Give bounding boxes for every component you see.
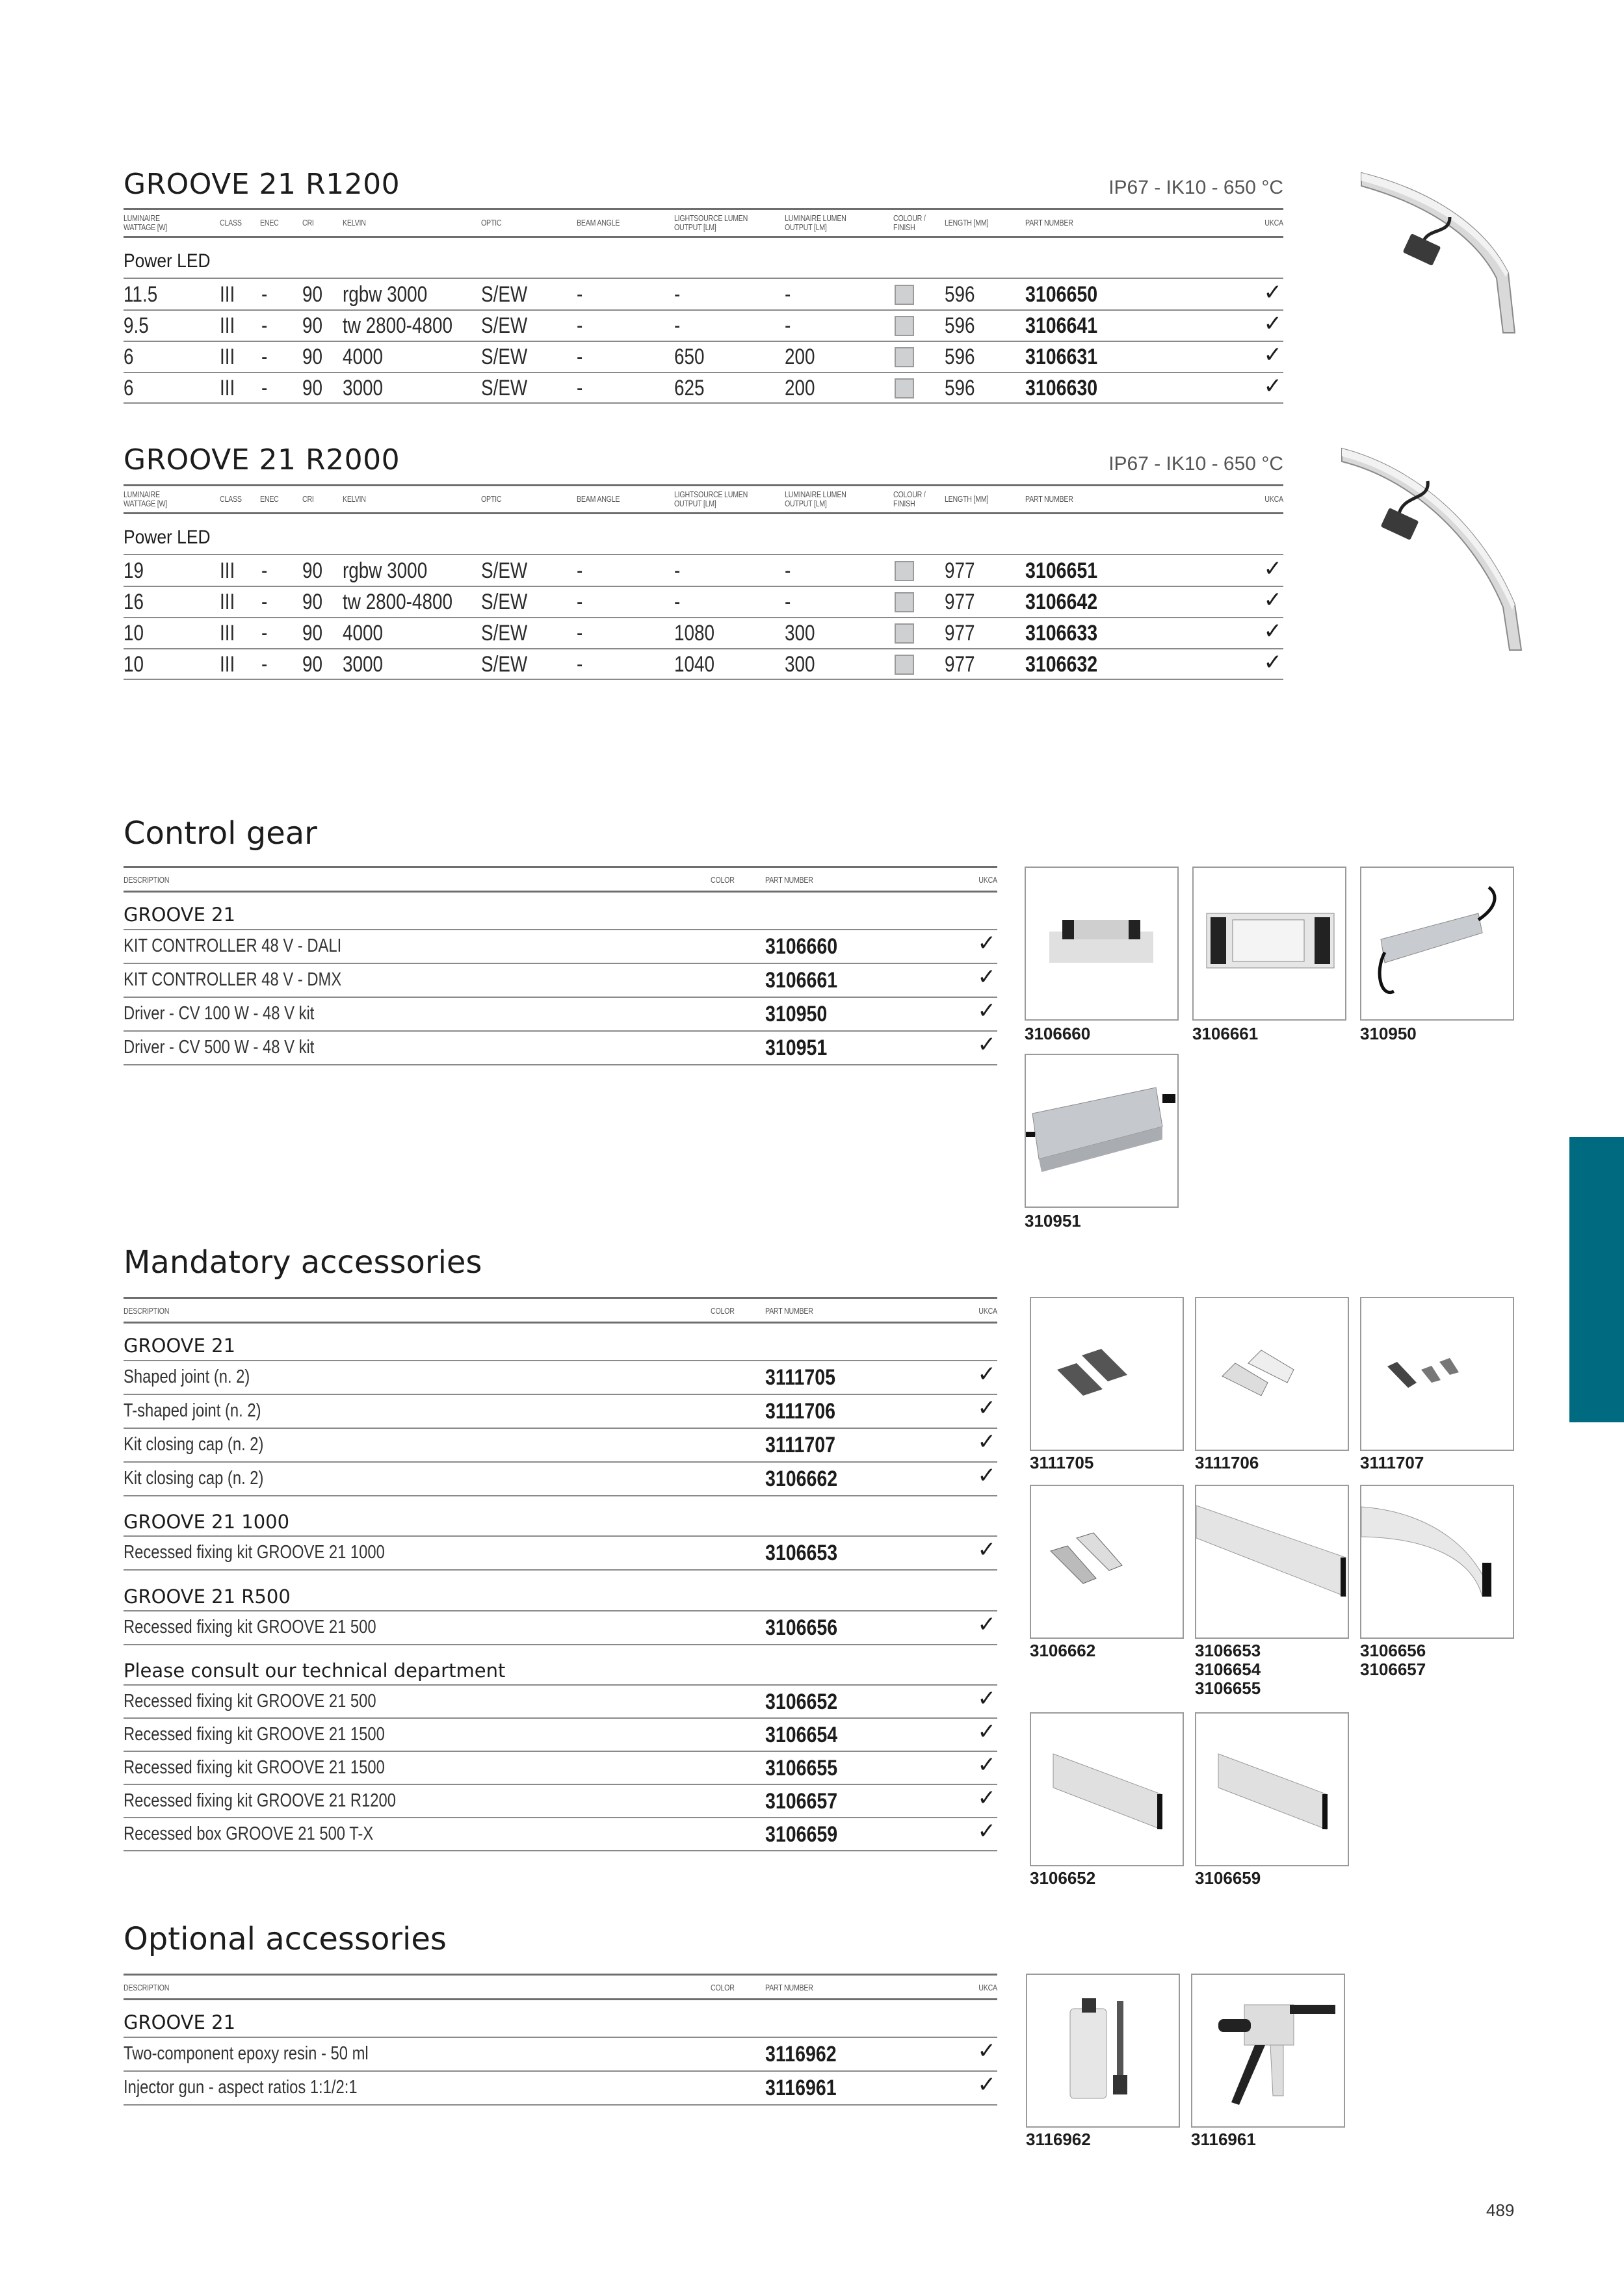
ukca-check-icon: ✓ — [977, 1429, 996, 1455]
ukca-check-icon: ✓ — [977, 2038, 996, 2064]
beam-angle: - — [577, 313, 583, 338]
col-header-ukca: UKCA — [1264, 494, 1283, 504]
kelvin: 3000 — [343, 652, 384, 677]
divider — [124, 1998, 997, 2000]
part-number[interactable]: 3116962 — [765, 2042, 837, 2067]
col-header-optic: OPTIC — [481, 218, 502, 228]
ukca-check-icon: ✓ — [1263, 280, 1282, 306]
description: Recessed fixing kit GROOVE 21 1500 — [124, 1724, 385, 1745]
cri: 90 — [302, 621, 323, 646]
part-number[interactable]: 3111706 — [765, 1399, 836, 1424]
colour-swatch — [895, 285, 914, 305]
image-caption: 310951 — [1025, 1211, 1081, 1231]
recessed-box-image — [1195, 1712, 1349, 1866]
mandatory-accessories-table — [124, 1297, 997, 1856]
col-header-lightsource-lumen: LIGHTSOURCE LUMEN OUTPUT [LM] — [674, 213, 748, 232]
beam-angle: - — [577, 621, 583, 646]
beam-angle: - — [577, 282, 583, 307]
part-number[interactable]: 3106650 — [1025, 282, 1098, 307]
description: T-shaped joint (n. 2) — [124, 1400, 261, 1421]
ukca-check-icon: ✓ — [977, 1537, 996, 1563]
part-number[interactable]: 3106662 — [765, 1467, 838, 1491]
t-joint-image — [1195, 1297, 1349, 1451]
table-row — [124, 1030, 997, 1064]
enec: - — [261, 313, 268, 338]
ukca-check-icon: ✓ — [1263, 618, 1282, 644]
part-number[interactable]: 3106642 — [1025, 590, 1098, 614]
section-title-optional-accessories: Optional accessories — [124, 1921, 447, 1957]
page-number: 489 — [1486, 2200, 1515, 2220]
colour-swatch — [895, 623, 914, 644]
part-number[interactable]: 3106630 — [1025, 376, 1098, 400]
divider — [124, 1644, 997, 1645]
length: 596 — [945, 282, 975, 307]
colour-swatch — [895, 561, 914, 581]
divider — [124, 1569, 997, 1571]
image-caption: 3106660 — [1025, 1024, 1091, 1043]
cri: 90 — [302, 376, 323, 400]
table-row — [124, 1751, 997, 1784]
cri: 90 — [302, 590, 323, 614]
ukca-check-icon: ✓ — [977, 1686, 996, 1712]
part-number[interactable]: 3106641 — [1025, 313, 1098, 338]
closing-cap-kit-image — [1030, 1485, 1184, 1639]
optic: S/EW — [481, 652, 528, 677]
divider — [124, 236, 1283, 238]
luminaire-lumen: 300 — [785, 652, 815, 677]
colour-swatch — [895, 378, 914, 398]
length: 977 — [945, 621, 975, 646]
col-header-part-number: PART NUMBER — [1025, 494, 1073, 504]
section-title-mandatory-accessories: Mandatory accessories — [124, 1244, 482, 1281]
optic: S/EW — [481, 313, 528, 338]
col-header-length: LENGTH [MM] — [945, 218, 989, 228]
ukca-check-icon: ✓ — [977, 1818, 996, 1844]
lightsource-lumen: 650 — [674, 345, 705, 369]
kelvin: tw 2800-4800 — [343, 313, 452, 338]
part-number[interactable]: 3106653 — [765, 1541, 838, 1565]
wattage: 10 — [124, 621, 144, 646]
table-row — [124, 586, 1283, 617]
optic: S/EW — [481, 621, 528, 646]
ukca-check-icon: ✓ — [1263, 587, 1282, 613]
col-header-luminaire-lumen: LUMINAIRE LUMEN OUTPUT [LM] — [785, 213, 846, 232]
col-header-wattage: LUMINAIRE WATTAGE [W] — [124, 213, 167, 232]
divider — [124, 1322, 997, 1324]
table-row — [124, 648, 1283, 679]
ukca-check-icon: ✓ — [1263, 342, 1282, 368]
col-header-ukca: UKCA — [978, 1306, 997, 1316]
col-header-color: COLOR — [711, 1306, 735, 1316]
table-row — [124, 341, 1283, 372]
luminaire-lumen: 200 — [785, 345, 815, 369]
luminaire-lumen: - — [785, 558, 791, 583]
image-caption: 3111706 — [1195, 1453, 1259, 1472]
cri: 90 — [302, 345, 323, 369]
part-number[interactable]: 3106651 — [1025, 558, 1098, 583]
part-number[interactable]: 3106661 — [765, 968, 838, 993]
class: III — [220, 345, 235, 369]
cri: 90 — [302, 282, 323, 307]
col-header-wattage: LUMINAIRE WATTAGE [W] — [124, 489, 167, 508]
col-header-colour-finish: COLOUR / FINISH — [893, 213, 926, 232]
wattage: 9.5 — [124, 313, 149, 338]
table-row — [124, 929, 997, 963]
dali-controller-image — [1025, 867, 1179, 1021]
lightsource-lumen: 1040 — [674, 652, 715, 677]
group-label: GROOVE 21 — [124, 1335, 236, 1357]
image-caption: 3106661 — [1192, 1024, 1259, 1043]
lightsource-lumen: - — [674, 282, 681, 307]
divider — [124, 1297, 997, 1299]
col-header-cri: CRI — [302, 218, 314, 228]
luminaire-r1200-image — [1352, 163, 1547, 338]
driver-500w-image — [1025, 1054, 1179, 1208]
ukca-check-icon: ✓ — [977, 1463, 996, 1489]
part-number[interactable]: 3106654 — [765, 1723, 838, 1747]
enec: - — [261, 558, 268, 583]
group-label: GROOVE 21 1000 — [124, 1511, 290, 1533]
description: KIT CONTROLLER 48 V - DALI — [124, 935, 342, 956]
dmx-controller-image — [1192, 867, 1346, 1021]
description: Driver - CV 500 W - 48 V kit — [124, 1037, 315, 1058]
driver-100w-image — [1360, 867, 1514, 1021]
col-header-description: DESCRIPTION — [124, 875, 170, 885]
wattage: 6 — [124, 345, 134, 369]
colour-swatch — [895, 592, 914, 612]
luminaire-lumen: 300 — [785, 621, 815, 646]
cri: 90 — [302, 652, 323, 677]
ukca-check-icon: ✓ — [977, 2072, 996, 2098]
ukca-check-icon: ✓ — [977, 1719, 996, 1745]
col-header-class: CLASS — [220, 218, 242, 228]
lightsource-lumen: - — [674, 558, 681, 583]
col-header-description: DESCRIPTION — [124, 1306, 170, 1316]
class: III — [220, 376, 235, 400]
luminaire-r2000-image — [1339, 345, 1547, 663]
kelvin: rgbw 3000 — [343, 282, 428, 307]
ukca-check-icon: ✓ — [977, 1032, 996, 1058]
description: Driver - CV 100 W - 48 V kit — [124, 1003, 315, 1024]
table-row — [124, 1428, 997, 1461]
table-row — [124, 1610, 997, 1644]
col-header-beam-angle: BEAM ANGLE — [577, 218, 620, 228]
table-row — [124, 2070, 997, 2104]
col-header-cri: CRI — [302, 494, 314, 504]
kelvin: 4000 — [343, 621, 384, 646]
part-number[interactable]: 3111707 — [765, 1433, 836, 1457]
table-row — [124, 1394, 997, 1428]
table-row — [124, 554, 1283, 586]
part-number[interactable]: 310950 — [765, 1002, 828, 1026]
kelvin: rgbw 3000 — [343, 558, 428, 583]
description: Recessed box GROOVE 21 500 T-X — [124, 1823, 374, 1844]
image-caption: 3106652 — [1030, 1868, 1096, 1888]
beam-angle: - — [577, 652, 583, 677]
class: III — [220, 652, 235, 677]
part-number[interactable]: 3106660 — [765, 934, 838, 959]
length: 977 — [945, 652, 975, 677]
enec: - — [261, 652, 268, 677]
ukca-check-icon: ✓ — [977, 930, 996, 956]
description: Recessed fixing kit GROOVE 21 R1200 — [124, 1790, 396, 1811]
spec-table-r2000 — [124, 484, 1283, 679]
description: Shaped joint (n. 2) — [124, 1366, 250, 1387]
col-header-color: COLOR — [711, 1983, 735, 1992]
part-number[interactable]: 3106632 — [1025, 652, 1098, 677]
col-header-color: COLOR — [711, 875, 735, 885]
description: Kit closing cap (n. 2) — [124, 1468, 264, 1489]
description: Kit closing cap (n. 2) — [124, 1434, 264, 1455]
col-header-luminaire-lumen: LUMINAIRE LUMEN OUTPUT [LM] — [785, 489, 846, 508]
ukca-check-icon: ✓ — [1263, 311, 1282, 337]
divider — [124, 208, 1283, 210]
description: Recessed fixing kit GROOVE 21 1500 — [124, 1757, 385, 1778]
beam-angle: - — [577, 376, 583, 400]
image-caption: 3106662 — [1030, 1641, 1096, 1660]
optic: S/EW — [481, 376, 528, 400]
class: III — [220, 313, 235, 338]
table-row — [124, 1535, 997, 1569]
beam-angle: - — [577, 345, 583, 369]
colour-swatch — [895, 347, 914, 367]
optic: S/EW — [481, 590, 528, 614]
kelvin: tw 2800-4800 — [343, 590, 452, 614]
optic: S/EW — [481, 282, 528, 307]
part-number[interactable]: 3106655 — [765, 1756, 838, 1781]
table-row — [124, 278, 1283, 309]
table-row — [124, 309, 1283, 341]
col-header-enec: ENEC — [260, 494, 279, 504]
ukca-check-icon: ✓ — [977, 964, 996, 990]
group-label: Power LED — [124, 527, 211, 548]
ukca-check-icon: ✓ — [977, 1361, 996, 1387]
lightsource-lumen: 625 — [674, 376, 705, 400]
luminaire-lumen: - — [785, 590, 791, 614]
group-label: GROOVE 21 — [124, 2011, 236, 2033]
cri: 90 — [302, 313, 323, 338]
enec: - — [261, 282, 268, 307]
col-header-length: LENGTH [MM] — [945, 494, 989, 504]
description: Injector gun - aspect ratios 1:1/2:1 — [124, 2077, 358, 2098]
straight-fixing-kit-image — [1195, 1485, 1349, 1639]
part-number[interactable]: 3111705 — [765, 1365, 836, 1390]
class: III — [220, 282, 235, 307]
enec: - — [261, 590, 268, 614]
description: Recessed fixing kit GROOVE 21 500 — [124, 1691, 376, 1712]
colour-swatch — [895, 316, 914, 336]
col-header-lightsource-lumen: LIGHTSOURCE LUMEN OUTPUT [LM] — [674, 489, 748, 508]
part-number[interactable]: 310951 — [765, 1036, 828, 1060]
col-header-colour-finish: COLOUR / FINISH — [893, 489, 926, 508]
divider — [124, 512, 1283, 514]
description: Recessed fixing kit GROOVE 21 500 — [124, 1617, 376, 1637]
part-number[interactable]: 3116961 — [765, 2076, 837, 2100]
part-number[interactable]: 3106652 — [765, 1689, 838, 1714]
divider — [124, 1974, 997, 1976]
col-header-description: DESCRIPTION — [124, 1983, 170, 1992]
col-header-kelvin: KELVIN — [343, 494, 366, 504]
part-number[interactable]: 3106631 — [1025, 345, 1098, 369]
table-row — [124, 1717, 997, 1751]
image-caption: 3106653 3106654 3106655 — [1195, 1641, 1261, 1698]
class: III — [220, 590, 235, 614]
ip-rating-r2000: IP67 - IK10 - 650 °C — [1108, 453, 1283, 475]
kelvin: 4000 — [343, 345, 384, 369]
closing-cap-image — [1360, 1297, 1514, 1451]
image-caption: 3106659 — [1195, 1868, 1261, 1888]
class: III — [220, 621, 235, 646]
ukca-check-icon: ✓ — [1263, 373, 1282, 399]
table-row — [124, 1784, 997, 1818]
lightsource-lumen: 1080 — [674, 621, 715, 646]
chapter-side-tab — [1569, 1137, 1624, 1422]
table-row — [124, 617, 1283, 648]
length: 977 — [945, 590, 975, 614]
part-number[interactable]: 3106656 — [765, 1615, 838, 1640]
group-label: Power LED — [124, 250, 211, 272]
length: 596 — [945, 313, 975, 338]
luminaire-lumen: 200 — [785, 376, 815, 400]
description: Recessed fixing kit GROOVE 21 1000 — [124, 1542, 385, 1563]
divider — [124, 1495, 997, 1496]
table-row — [124, 997, 997, 1030]
wattage: 11.5 — [124, 282, 158, 307]
table-row — [124, 1817, 997, 1851]
ukca-check-icon: ✓ — [977, 1785, 996, 1811]
image-caption: 3116961 — [1191, 2130, 1256, 2149]
description: Two-component epoxy resin - 50 ml — [124, 2043, 369, 2064]
table-row — [124, 1684, 997, 1718]
shaped-joint-image — [1030, 1297, 1184, 1451]
ip-rating-r1200: IP67 - IK10 - 650 °C — [1108, 177, 1283, 198]
control-gear-table — [124, 866, 997, 1067]
table-row — [124, 372, 1283, 403]
optional-accessories-table — [124, 1974, 997, 2110]
section-title-control-gear: Control gear — [124, 815, 317, 852]
part-number[interactable]: 3106659 — [765, 1822, 838, 1847]
part-number[interactable]: 3106633 — [1025, 621, 1098, 646]
col-header-part-number: PART NUMBER — [765, 1306, 813, 1316]
group-label: GROOVE 21 R500 — [124, 1585, 291, 1608]
table-row — [124, 2037, 997, 2070]
divider — [124, 866, 997, 868]
image-caption: 3111705 — [1030, 1453, 1094, 1472]
epoxy-resin-image — [1026, 1974, 1180, 2128]
wattage: 16 — [124, 590, 144, 614]
wattage: 19 — [124, 558, 144, 583]
ukca-check-icon: ✓ — [977, 1752, 996, 1778]
product-title-r1200: GROOVE 21 R1200 — [124, 168, 400, 201]
col-header-beam-angle: BEAM ANGLE — [577, 494, 620, 504]
col-header-class: CLASS — [220, 494, 242, 504]
col-header-optic: OPTIC — [481, 494, 502, 504]
ukca-check-icon: ✓ — [977, 1395, 996, 1421]
length: 977 — [945, 558, 975, 583]
wattage: 6 — [124, 376, 134, 400]
lightsource-lumen: - — [674, 590, 681, 614]
ukca-check-icon: ✓ — [977, 998, 996, 1024]
part-number[interactable]: 3106657 — [765, 1789, 838, 1814]
group-label: GROOVE 21 — [124, 904, 236, 926]
wattage: 10 — [124, 652, 144, 677]
col-header-ukca: UKCA — [1264, 218, 1283, 228]
image-caption: 3111707 — [1360, 1453, 1424, 1472]
class: III — [220, 558, 235, 583]
table-row — [124, 1461, 997, 1495]
enec: - — [261, 621, 268, 646]
length: 596 — [945, 376, 975, 400]
divider — [124, 2104, 997, 2106]
divider — [124, 891, 997, 893]
col-header-part-number: PART NUMBER — [765, 875, 813, 885]
beam-angle: - — [577, 590, 583, 614]
injector-gun-image — [1191, 1974, 1345, 2128]
col-header-part-number: PART NUMBER — [1025, 218, 1073, 228]
ukca-check-icon: ✓ — [1263, 556, 1282, 582]
ukca-check-icon: ✓ — [1263, 649, 1282, 675]
divider — [124, 484, 1283, 486]
cri: 90 — [302, 558, 323, 583]
divider — [124, 1064, 997, 1065]
ukca-check-icon: ✓ — [977, 1611, 996, 1637]
kelvin: 3000 — [343, 376, 384, 400]
optic: S/EW — [481, 558, 528, 583]
col-header-ukca: UKCA — [978, 875, 997, 885]
table-row — [124, 1360, 997, 1394]
description: KIT CONTROLLER 48 V - DMX — [124, 969, 342, 990]
col-header-kelvin: KELVIN — [343, 218, 366, 228]
luminaire-lumen: - — [785, 282, 791, 307]
image-caption: 3106656 3106657 — [1360, 1641, 1426, 1679]
enec: - — [261, 376, 268, 400]
divider — [124, 402, 1283, 404]
image-caption: 310950 — [1360, 1024, 1417, 1043]
luminaire-lumen: - — [785, 313, 791, 338]
divider — [124, 1850, 997, 1851]
col-header-ukca: UKCA — [978, 1983, 997, 1992]
enec: - — [261, 345, 268, 369]
image-caption: 3116962 — [1026, 2130, 1091, 2149]
lightsource-lumen: - — [674, 313, 681, 338]
recessed-kit-500-image — [1030, 1712, 1184, 1866]
table-row — [124, 963, 997, 997]
colour-swatch — [895, 655, 914, 675]
curved-fixing-kit-image — [1360, 1485, 1514, 1639]
col-header-part-number: PART NUMBER — [765, 1983, 813, 1992]
product-title-r2000: GROOVE 21 R2000 — [124, 443, 400, 476]
optic: S/EW — [481, 345, 528, 369]
divider — [124, 679, 1283, 680]
group-label: Please consult our technical department — [124, 1660, 506, 1682]
col-header-enec: ENEC — [260, 218, 279, 228]
length: 596 — [945, 345, 975, 369]
beam-angle: - — [577, 558, 583, 583]
spec-table-r1200 — [124, 208, 1283, 403]
